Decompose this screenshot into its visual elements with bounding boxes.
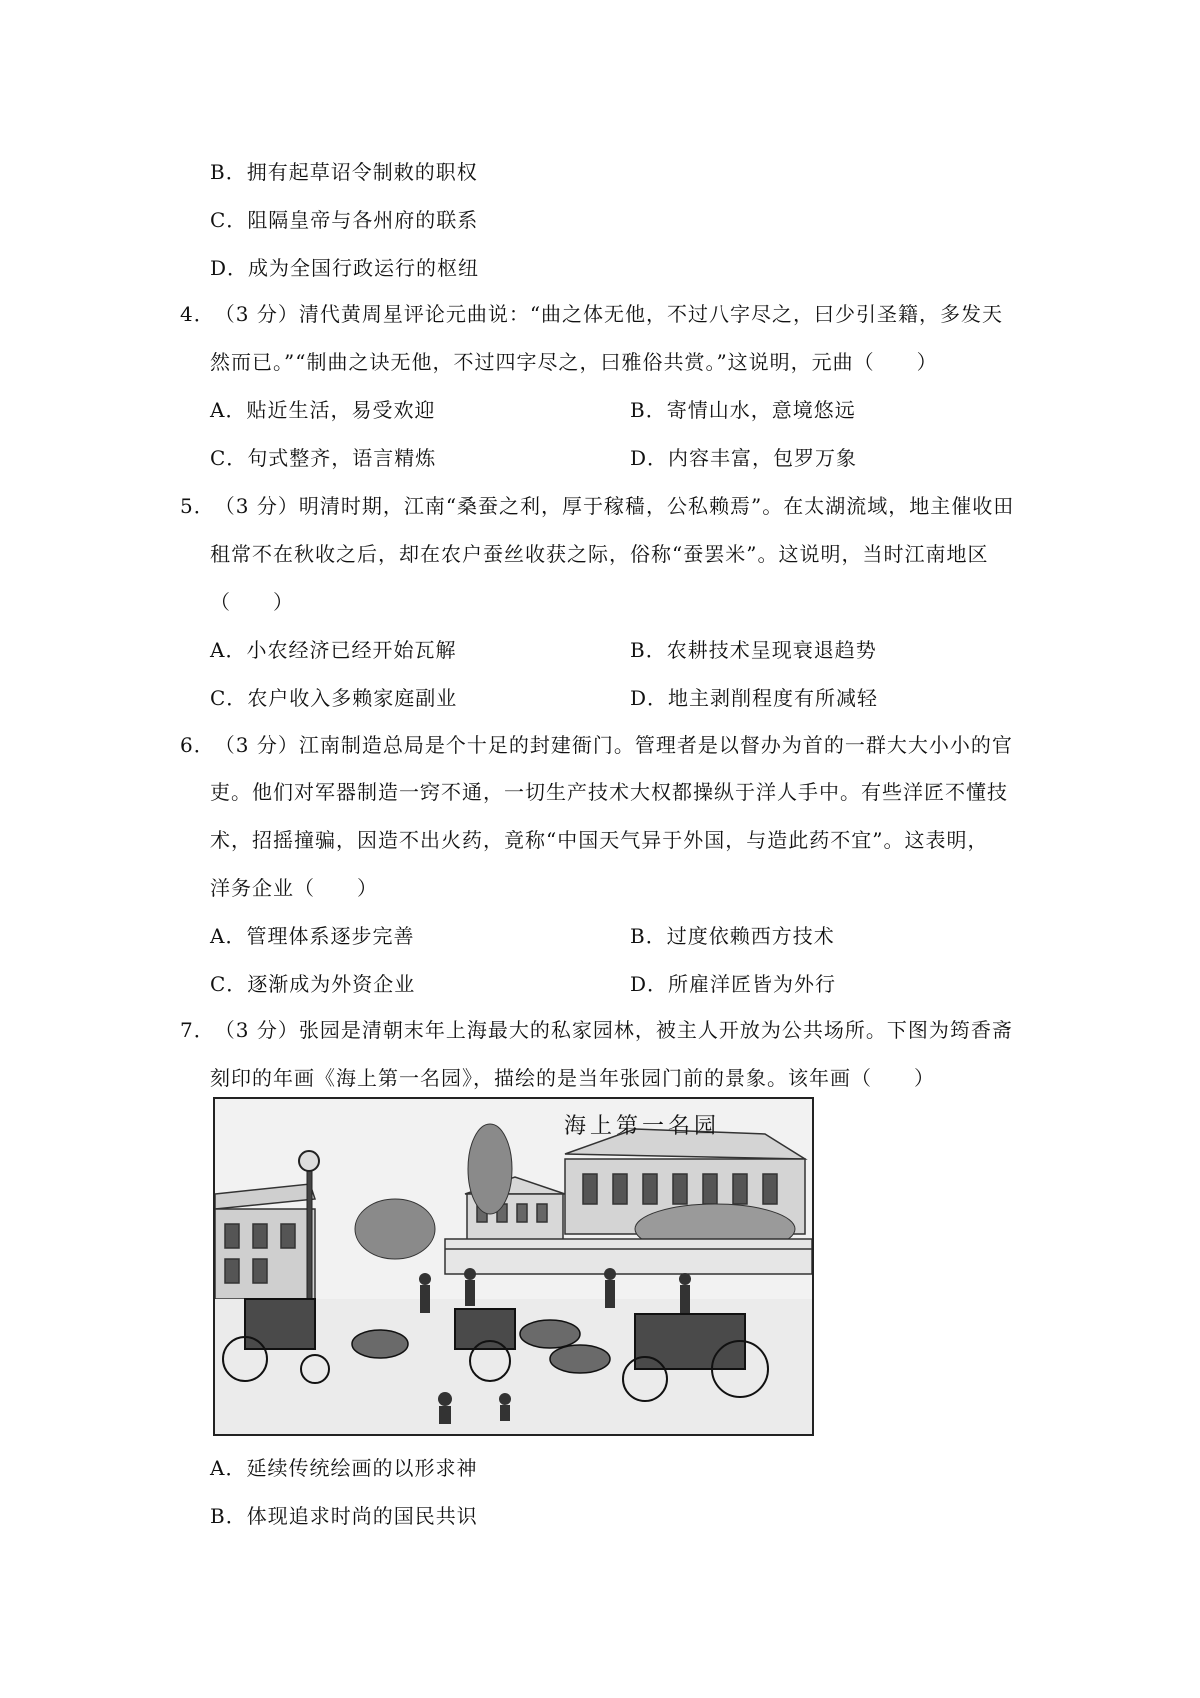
q7-stem-line1: 7．（3 分）张园是清朝末年上海最大的私家园林，被主人开放为公共场所。下图为筠香斋 <box>180 1018 1013 1042</box>
q5-score: （3 分） <box>214 494 299 518</box>
q6-number: 6． <box>180 733 215 757</box>
q6-stem-line1: 6．（3 分）江南制造总局是个十足的封建衙门。管理者是以督办为首的一群大大小小的官 <box>180 733 1013 757</box>
q6-stem-line3: 术，招摇撞骗，因造不出火药，竟称“中国天气异于外国，与造此药不宜”。这表明， <box>210 828 989 852</box>
q7-option-a: A．延续传统绘画的以形求神 <box>210 1456 478 1480</box>
q7-stem-line2: 刻印的年画《海上第一名园》，描绘的是当年张园门前的景象。该年画（ ） <box>210 1066 935 1090</box>
q3-option-c: C．阻隔皇帝与各州府的联系 <box>210 208 479 232</box>
new-year-print-image <box>213 1097 814 1436</box>
q5-stem-line1: 5．（3 分）明清时期，江南“桑蚕之利，厚于稼穑，公私赖焉”。在太湖流域，地主催收田 <box>180 494 1015 518</box>
q7-score: （3 分） <box>214 1018 299 1042</box>
q5-number: 5． <box>180 494 215 518</box>
q4-option-a: A．贴近生活，易受欢迎 <box>210 398 436 422</box>
q4-stem-line1: 4．（3 分）清代黄周星评论元曲说：“曲之体无他，不过八字尽之，曰少引圣籍，多发天 <box>180 302 1004 326</box>
q7-number: 7． <box>180 1018 215 1042</box>
q4-score: （3 分） <box>214 302 299 326</box>
q6-option-c: C．逐渐成为外资企业 <box>210 972 416 996</box>
q4-option-b: B．寄情山水，意境悠远 <box>630 398 856 422</box>
street-scene-illustration <box>215 1099 812 1434</box>
q6-stem-line2: 吏。他们对军器制造一窍不通，一切生产技术大权都操纵于洋人手中。有些洋匠不懂技 <box>210 780 1008 804</box>
left-building <box>215 1184 315 1299</box>
q5-option-c: C．农户收入多赖家庭副业 <box>210 686 458 710</box>
q3-option-d: D．成为全国行政运行的枢纽 <box>210 256 480 280</box>
print-title-text: 海上第一名园 <box>563 1114 720 1139</box>
q4-number: 4． <box>180 302 215 326</box>
q6-option-a: A．管理体系逐步完善 <box>210 924 415 948</box>
q7-option-b: B．体现追求时尚的国民共识 <box>210 1504 478 1528</box>
q6-option-d: D．所雇洋匠皆为外行 <box>630 972 837 996</box>
q5-option-d: D．地主剥削程度有所减轻 <box>630 686 879 710</box>
q4-option-c: C．句式整齐，语言精炼 <box>210 446 437 470</box>
q6-stem-line4: 洋务企业（ ） <box>210 876 378 900</box>
q6-option-b: B．过度依赖西方技术 <box>630 924 835 948</box>
q5-option-b: B．农耕技术呈现衰退趋势 <box>630 638 877 662</box>
q5-option-a: A．小农经济已经开始瓦解 <box>210 638 457 662</box>
q4-option-d: D．内容丰富，包罗万象 <box>630 446 858 470</box>
garden-fence <box>445 1239 812 1274</box>
q5-stem-line3: （ ） <box>210 590 294 614</box>
q3-option-b: B．拥有起草诏令制敕的职权 <box>210 160 478 184</box>
q4-stem-line2: 然而已。”“制曲之诀无他，不过四字尽之，曰雅俗共赏。”这说明，元曲（ ） <box>210 350 938 374</box>
q6-score: （3 分） <box>214 733 299 757</box>
q5-stem-line2: 租常不在秋收之后，却在农户蚕丝收获之际，俗称“蚕罢米”。这说明，当时江南地区 <box>210 542 989 566</box>
